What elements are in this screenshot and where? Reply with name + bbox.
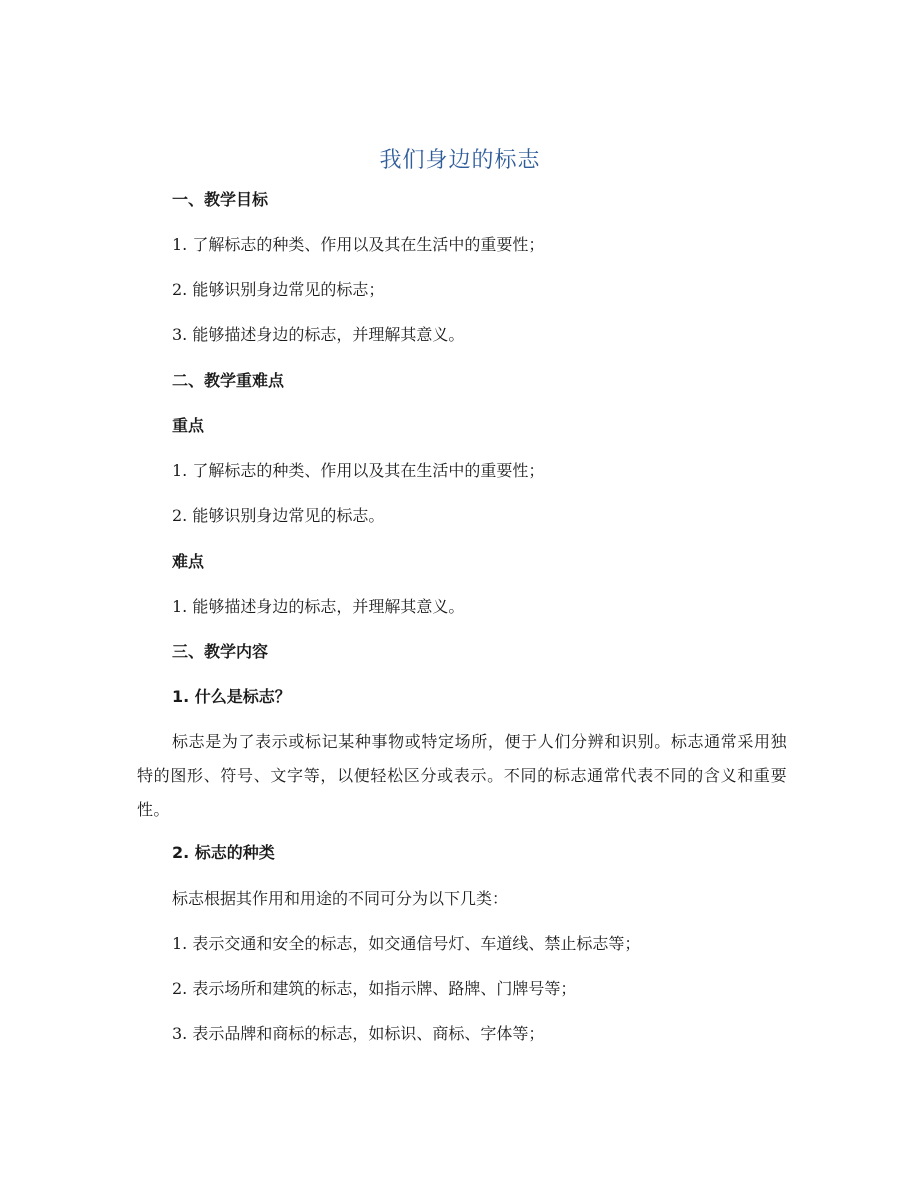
sign-type-item-3: 3. 表示品牌和商标的标志，如标识、商标、字体等； [172,1024,545,1043]
sign-type-item-2: 2. 表示场所和建筑的标志，如指示牌、路牌、门牌号等； [172,979,577,998]
sign-type-item-1: 1. 表示交通和安全的标志，如交通信号灯、车道线、禁止标志等； [172,934,641,953]
objective-item-2: 2. 能够识别身边常见的标志； [172,280,385,299]
subheading-difficult-points: 难点 [172,552,205,571]
objective-item-3: 3. 能够描述身边的标志，并理解其意义。 [172,325,465,344]
section-heading-key-difficult: 二、教学重难点 [172,371,285,390]
difficult-point-item-1: 1. 能够描述身边的标志，并理解其意义。 [172,597,465,616]
key-point-item-1: 1. 了解标志的种类、作用以及其在生活中的重要性； [172,461,545,480]
paragraph-what-is-sign: 标志是为了表示或标记某种事物或特定场所，便于人们分辨和识别。标志通常采用独特的图形、符号、文字等，以便轻松区分或表示。不同的标志通常代表不同的含义和重要性。 [137,732,787,819]
section-heading-content: 三、教学内容 [172,642,269,661]
document-title: 我们身边的标志 [379,148,541,173]
objective-item-1: 1. 了解标志的种类、作用以及其在生活中的重要性； [172,235,545,254]
key-point-item-2: 2. 能够识别身边常见的标志。 [172,506,385,525]
section-heading-objectives: 一、教学目标 [172,190,269,209]
subheading-what-is-sign: 1. 什么是标志？ [172,687,291,706]
sign-types-intro: 标志根据其作用和用途的不同可分为以下几类： [172,889,509,908]
subheading-sign-types: 2. 标志的种类 [172,843,275,862]
subheading-key-points: 重点 [172,416,205,435]
